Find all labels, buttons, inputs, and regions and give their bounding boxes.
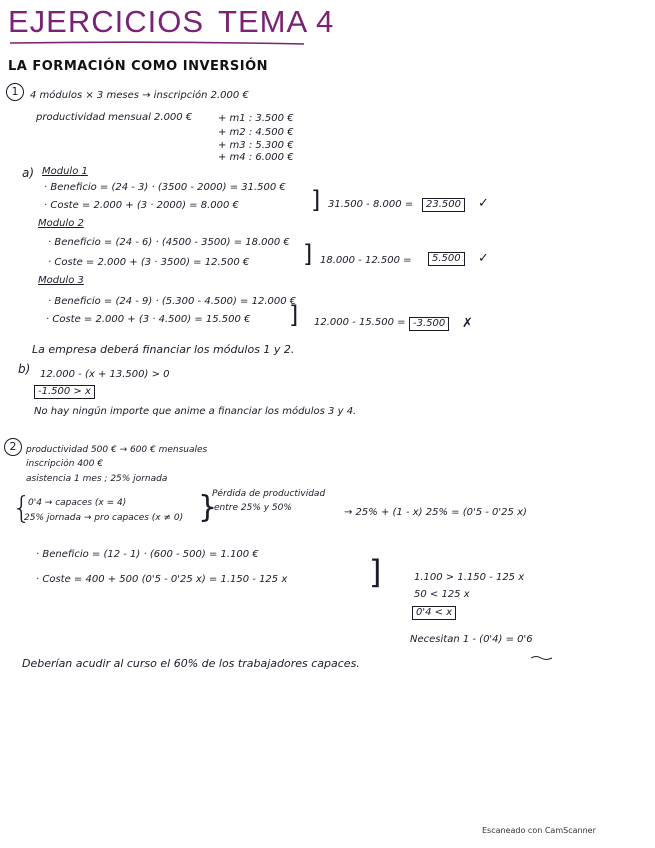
part-b-box: -1.500 > x [34, 385, 95, 399]
ex2-case2: 25% jornada → pro capaces (x ≠ 0) [24, 513, 184, 523]
module-2-cost: · Coste = 2.000 + (3 · 3500) = 12.500 € [48, 257, 250, 268]
ex1-conclusion: La empresa deberá financiar los módulos 1 y 2. [32, 343, 295, 356]
ex2-conclusion: Deberían acudir al curso el 60% de los trabajadores capaces. [22, 657, 360, 670]
ex1-m1: + m1 : 3.500 € [218, 113, 294, 124]
part-b-conclusion: No hay ningún importe que anime a financiar los módulos 3 y 4. [34, 406, 357, 417]
section-title: LA FORMACIÓN COMO INVERSIÓN [8, 59, 269, 74]
module-2-box: 5.500 [428, 252, 465, 266]
ex2-ineq1: 1.100 > 1.150 - 125 x [414, 572, 525, 583]
module-1-box: 23.500 [422, 198, 465, 212]
module-1-brace: ] [311, 186, 321, 214]
loss-brace: } [198, 490, 218, 525]
part-b-label: b) [18, 362, 31, 376]
ex2-loss2: entre 25% y 50% [214, 503, 292, 513]
ex2-case1: 0'4 → capaces (x = 4) [28, 498, 127, 508]
title-right: TEMA 4 [218, 4, 335, 39]
exercise-1-number: 1 [6, 83, 24, 101]
page-title [8, 4, 334, 40]
part-b-inequality: 12.000 - (x + 13.500) > 0 [40, 369, 170, 380]
ex1-m4: + m4 : 6.000 € [218, 152, 294, 163]
module-1-benefit: · Beneficio = (24 - 3) · (3500 - 2000) = 31.500 € [44, 182, 286, 193]
exercise-2-number: 2 [4, 438, 22, 456]
ex2-necesitan: Necesitan 1 - (0'4) = 0'6 [410, 634, 533, 645]
ex2-ineq2: 50 < 125 x [414, 589, 470, 600]
ex2-ineq-box: 0'4 < x [412, 606, 456, 620]
module-1-title: Modulo 1 [42, 166, 88, 177]
module-1-cost: · Coste = 2.000 + (3 · 2000) = 8.000 € [44, 200, 239, 211]
module-2-result: 18.000 - 12.500 = [320, 255, 412, 266]
module-2-brace: ] [303, 240, 313, 268]
ex2-loss1: Pérdida de productividad [212, 489, 326, 499]
module-3-cross: ✗ [462, 316, 473, 331]
ex2-benefit: · Beneficio = (12 - 1) · (600 - 500) = 1.100 € [36, 549, 259, 560]
part-a-label: a) [22, 166, 35, 180]
module-2-check: ✓ [478, 251, 489, 266]
ex1-line1: 4 módulos × 3 meses → inscripción 2.000 € [30, 90, 249, 101]
ex2-formula: → 25% + (1 - x) 25% = (0'5 - 0'25 x) [344, 507, 527, 518]
module-3-box: -3.500 [409, 317, 449, 331]
ex1-line2: productividad mensual 2.000 € [36, 112, 193, 123]
module-2-benefit: · Beneficio = (24 - 6) · (4500 - 3500) = 18.000 € [48, 237, 290, 248]
title-left: EJERCICIOS [8, 4, 205, 39]
ex1-m2: + m2 : 4.500 € [218, 127, 294, 138]
ex2-cost: · Coste = 400 + 500 (0'5 - 0'25 x) = 1.150 - 125 x [36, 574, 288, 585]
ex2-line2: inscripción 400 € [26, 459, 104, 469]
ex1-m3: + m3 : 5.300 € [218, 140, 294, 151]
answer-underline [530, 655, 554, 661]
module-3-cost: · Coste = 2.000 + (3 · 4.500) = 15.500 € [46, 314, 251, 325]
scanner-footer: Escaneado con CamScanner [482, 826, 596, 835]
ex2-line3: asistencia 1 mes ; 25% jornada [26, 474, 168, 484]
module-3-title: Modulo 3 [38, 275, 84, 286]
module-1-result: 31.500 - 8.000 = [328, 199, 414, 210]
module-2-title: Modulo 2 [38, 218, 84, 229]
ex2-line1: productividad 500 € → 600 € mensuales [26, 445, 208, 455]
title-underline [8, 40, 308, 46]
cases-brace: { [12, 491, 32, 526]
module-3-result: 12.000 - 15.500 = [314, 317, 406, 328]
module-3-brace: ] [289, 301, 299, 329]
module-1-check: ✓ [478, 196, 489, 211]
ex2-brace: ] [369, 553, 382, 591]
module-3-benefit: · Beneficio = (24 - 9) · (5.300 - 4.500) = 12.000 € [48, 296, 297, 307]
